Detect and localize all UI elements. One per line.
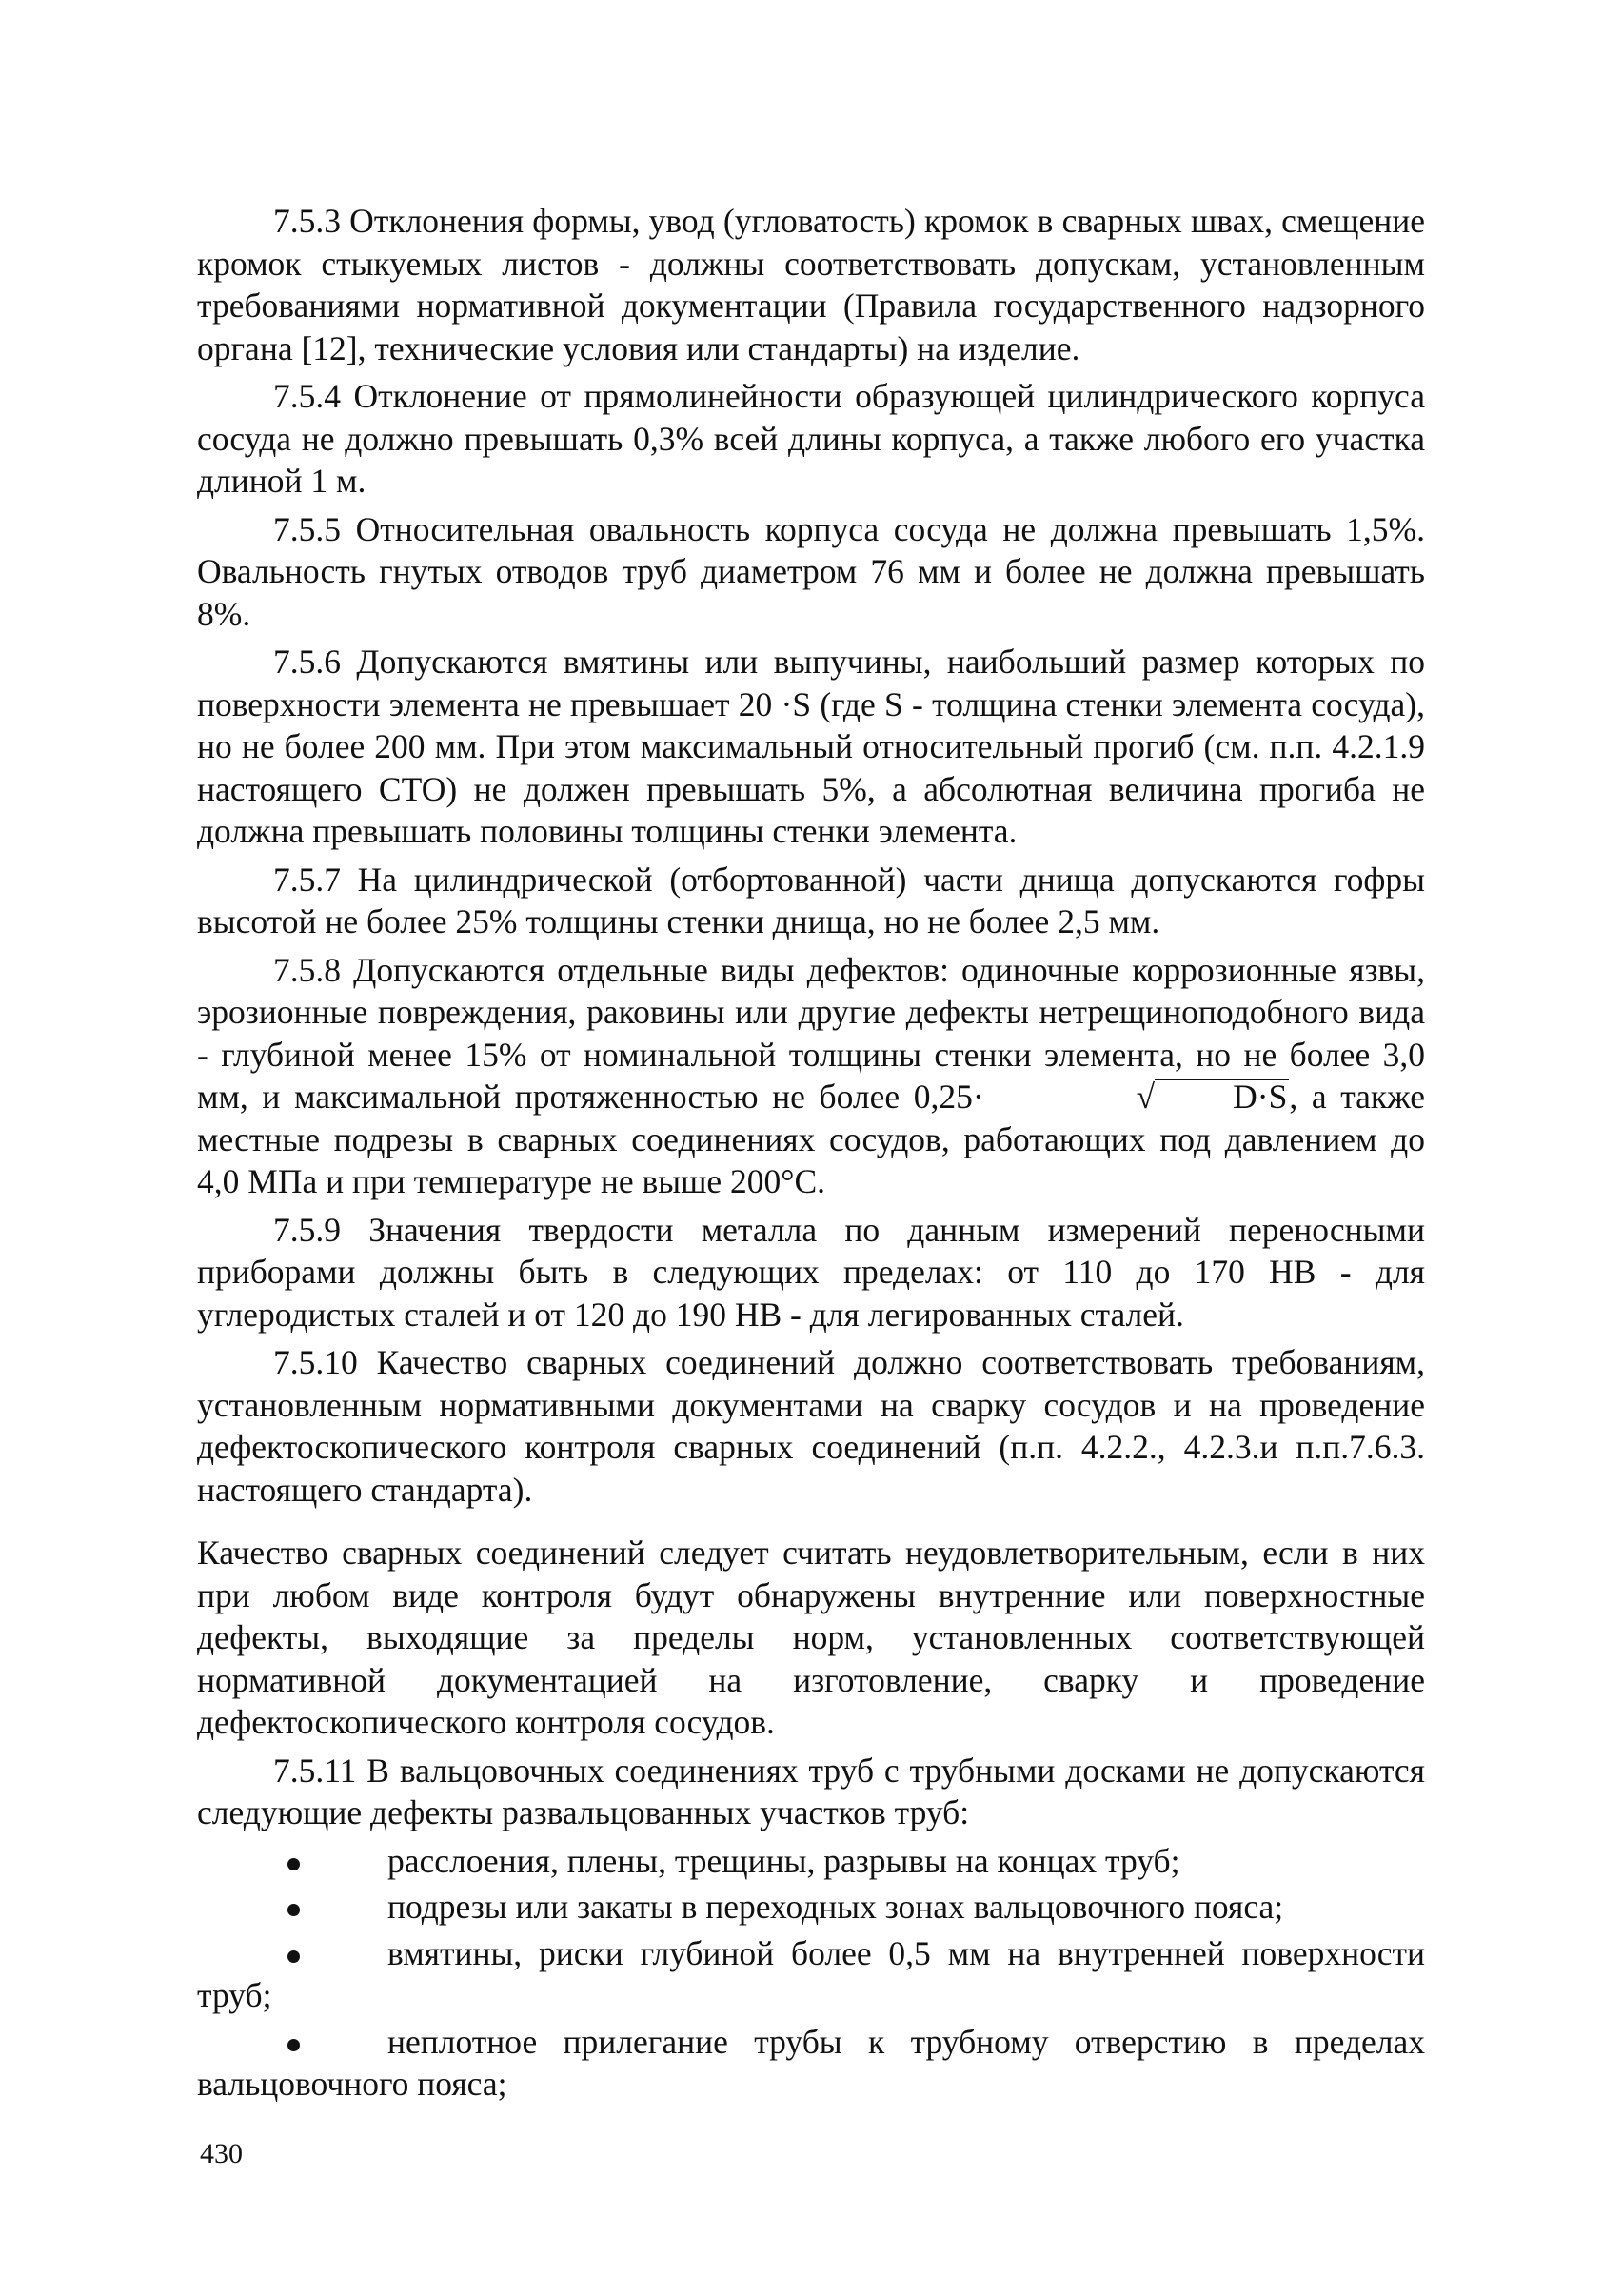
page-number: 430	[200, 2138, 243, 2169]
paragraph-7-5-7: 7.5.7 На цилиндрической (отбортованной) части днища допускаются гофры высотой не более 25% толщины стенки днища, но не более 2,5 мм.	[197, 860, 1425, 940]
list-item-text: вмятины, риски глубиной более 0,5 мм на внутренней поверхности труб;	[197, 1933, 1425, 2014]
bullet-icon	[197, 1932, 387, 1975]
list-item-text: расслоения, плены, трещины, разрывы на концах труб;	[387, 1841, 1180, 1880]
document-body	[197, 200, 1425, 2109]
list-item	[197, 2021, 1425, 2106]
list-item	[197, 1932, 1425, 2017]
square-root-formula	[984, 1076, 1290, 1118]
paragraph-7-5-11: 7.5.11 В вальцовочных соединениях труб с трубными досками не допускаются следующие дефекты развальцованных участков труб:	[197, 1751, 1425, 1831]
paragraph-7-5-6: 7.5.6 Допускаются вмятины или выпучины, наибольший размер которых по поверхности элемента не превышает 20 ·S (где S - толщина стенки элемента сосуда), но не более 200 мм. При этом максимальный относительный прогиб (см. п.п. 4.2.1.9 настоящего СТО) не должен превышать 5%, а абсолютная величина прогиба не должна превышать половины толщины стенки элемента.	[197, 643, 1425, 850]
defect-list	[197, 1840, 1425, 2106]
list-item-text: неплотное прилегание трубы к трубному отверстию в пределах вальцовочного пояса;	[197, 2022, 1425, 2103]
paragraph-7-5-8	[197, 949, 1425, 1203]
paragraph-7-5-4: 7.5.4 Отклонение от прямолинейности образующей цилиндрического корпуса сосуда не должно превышать 0,3% всей длины корпуса, а также любого его участка длиной 1 м.	[197, 377, 1425, 500]
paragraph-7-5-8-text-after: , а также местные подрезы в сварных соединениях сосудов, работающих под давлением до 4,0 МПа и при температуре не выше 200°С.	[197, 1078, 1425, 1200]
paragraph-7-5-10: 7.5.10 Качество сварных соединений должно соответствовать требованиям, установленным нормативными документами на сварку сосудов и на проведение дефектоскопического контроля сварных соединений (п.п. 4.2.2., 4.2.3.и п.п.7.6.3. настоящего стандарта).	[197, 1343, 1425, 1509]
square-root-operand: D·S	[1155, 1079, 1289, 1113]
list-item	[197, 1840, 1425, 1883]
list-item-text: подрезы или закаты в переходных зонах вальцовочного пояса;	[387, 1888, 1284, 1926]
paragraph-7-5-3: 7.5.3 Отклонения формы, увод (угловатость) кромок в сварных швах, смещение кромок стыкуемых листов - должны соответствовать допускам, установленным требованиями нормативной документации (Правила государственного надзорного органа [12], технические условия или стандарты) на изделие.	[197, 202, 1425, 367]
paragraph-7-5-8-text-before: 7.5.8 Допускаются отдельные виды дефектов: одиночные коррозионные язвы, эрозионные повреждения, раковины или другие дефекты нетрещиноподобного вида - глубиной менее 15% от номинальной толщины стенки элемента, но не более 3,0 мм, и максимальной протяженностью не более 0,25·	[197, 950, 1425, 1116]
paragraph-7-5-5: 7.5.5 Относительная овальность корпуса сосуда не должна превышать 1,5%. Овальность гнутых отводов труб диаметром 76 мм и более не должна превышать 8%.	[197, 509, 1425, 633]
bullet-icon	[197, 1886, 387, 1929]
paragraph-7-5-9: 7.5.9 Значения твердости металла по данным измерений переносными приборами должны быть в следующих пределах: от 110 до 170 НВ - для углеродистых сталей и от 120 до 190 НВ - для легированных сталей.	[197, 1210, 1425, 1334]
paragraph-7-5-10-note: Качество сварных соединений следует считать неудовлетворительным, если в них при любом виде контроля будут обнаружены внутренние или поверхностные дефекты, выходящие за пределы норм, установленных соответствующей нормативной документацией на изготовление, сварку и проведение дефектоскопического контроля сосудов.	[197, 1534, 1425, 1741]
list-item	[197, 1886, 1425, 1929]
square-root-icon: √	[1136, 1078, 1156, 1116]
bullet-icon	[197, 1840, 387, 1883]
bullet-icon	[197, 2021, 387, 2064]
